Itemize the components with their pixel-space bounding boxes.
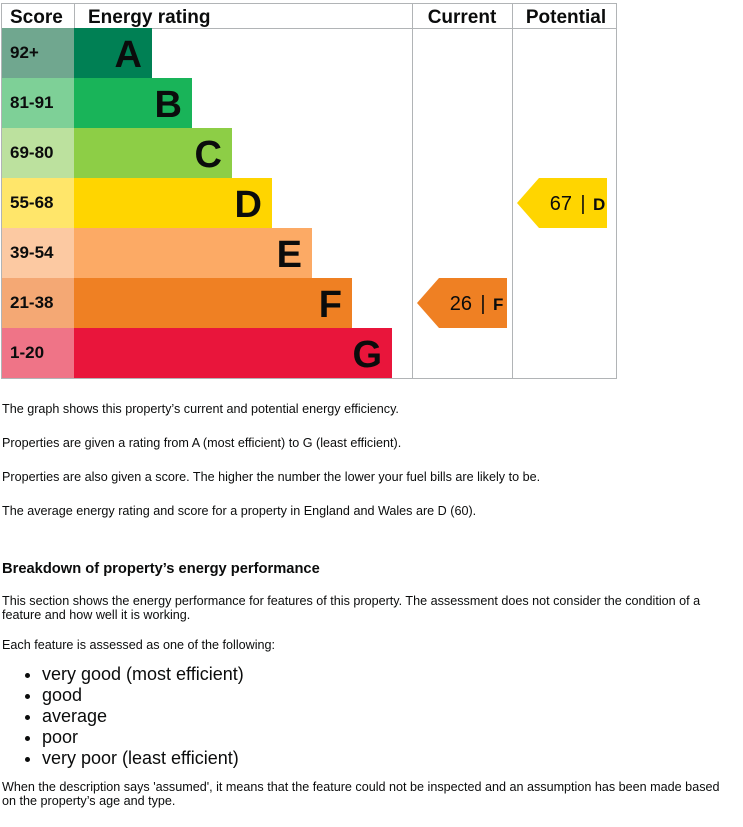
rating-item-very-poor: • very poor (least efficient) (42, 748, 732, 769)
average-rating-description: The average energy rating and score for a property in England and Wales are D (60). (2, 504, 477, 518)
rating-scale-description: Properties are given a rating from A (most efficient) to G (least efficient). (2, 436, 402, 450)
current-rating (417, 278, 507, 328)
chart-bands (2, 28, 392, 378)
rating-bar-f (74, 278, 352, 328)
potential-rating (517, 178, 607, 228)
score-range-d: 55-68 (10, 193, 54, 212)
rating-bar-g (74, 328, 392, 378)
current-header: Current (427, 7, 497, 28)
graph-description: The graph shows this property’s current and potential energy efficiency. (2, 402, 399, 416)
breakdown-heading: Breakdown of property’s energy performance (2, 561, 320, 577)
current-rating-separator: | (480, 293, 486, 315)
explanation-text (2, 394, 732, 808)
rating-item-average: • average (42, 706, 732, 727)
assumed-note: When the description says 'assumed', it means that the feature could not be inspected and an assumption has been made based on the property’s age and type. (2, 780, 720, 808)
score-range-b: 81-91 (10, 93, 54, 112)
rating-item-very-good: • very good (most efficient) (42, 664, 732, 685)
rating-letter-e: E (276, 234, 302, 276)
score-description: Properties are also given a score. The higher the number the lower your fuel bills are likely to be. (2, 470, 541, 484)
score-range-f: 21-38 (10, 293, 54, 312)
rating-letter-f: F (318, 284, 342, 326)
current-rating-score: 26 (449, 293, 472, 315)
energy-rating-header: Energy rating (88, 7, 211, 28)
score-range-c: 69-80 (10, 143, 54, 162)
score-header: Score (10, 7, 63, 28)
epc-chart (0, 0, 620, 382)
score-range-a: 92+ (10, 43, 39, 62)
current-rating-letter: F (493, 295, 504, 314)
potential-rating-separator: | (580, 193, 586, 215)
ratings-list (2, 664, 732, 769)
potential-rating-letter: D (593, 195, 606, 214)
rating-letter-c: C (194, 134, 222, 176)
rating-letter-a: A (114, 34, 142, 76)
chart-headers (10, 7, 606, 28)
feature-intro: Each feature is assessed as one of the following: (2, 638, 276, 652)
score-range-g: 1-20 (10, 343, 45, 362)
potential-rating-score: 67 (549, 193, 572, 215)
rating-letter-b: B (154, 84, 182, 126)
rating-letter-g: G (352, 334, 382, 376)
rating-item-poor: • poor (42, 727, 732, 748)
rating-item-good: • good (42, 685, 732, 706)
rating-letter-d: D (234, 184, 262, 226)
score-range-e: 39-54 (10, 243, 54, 262)
potential-header: Potential (525, 7, 607, 28)
section-description: This section shows the energy performance for features of this property. The assessment does not consider the condition of a feature and how well it is working. (2, 594, 701, 622)
